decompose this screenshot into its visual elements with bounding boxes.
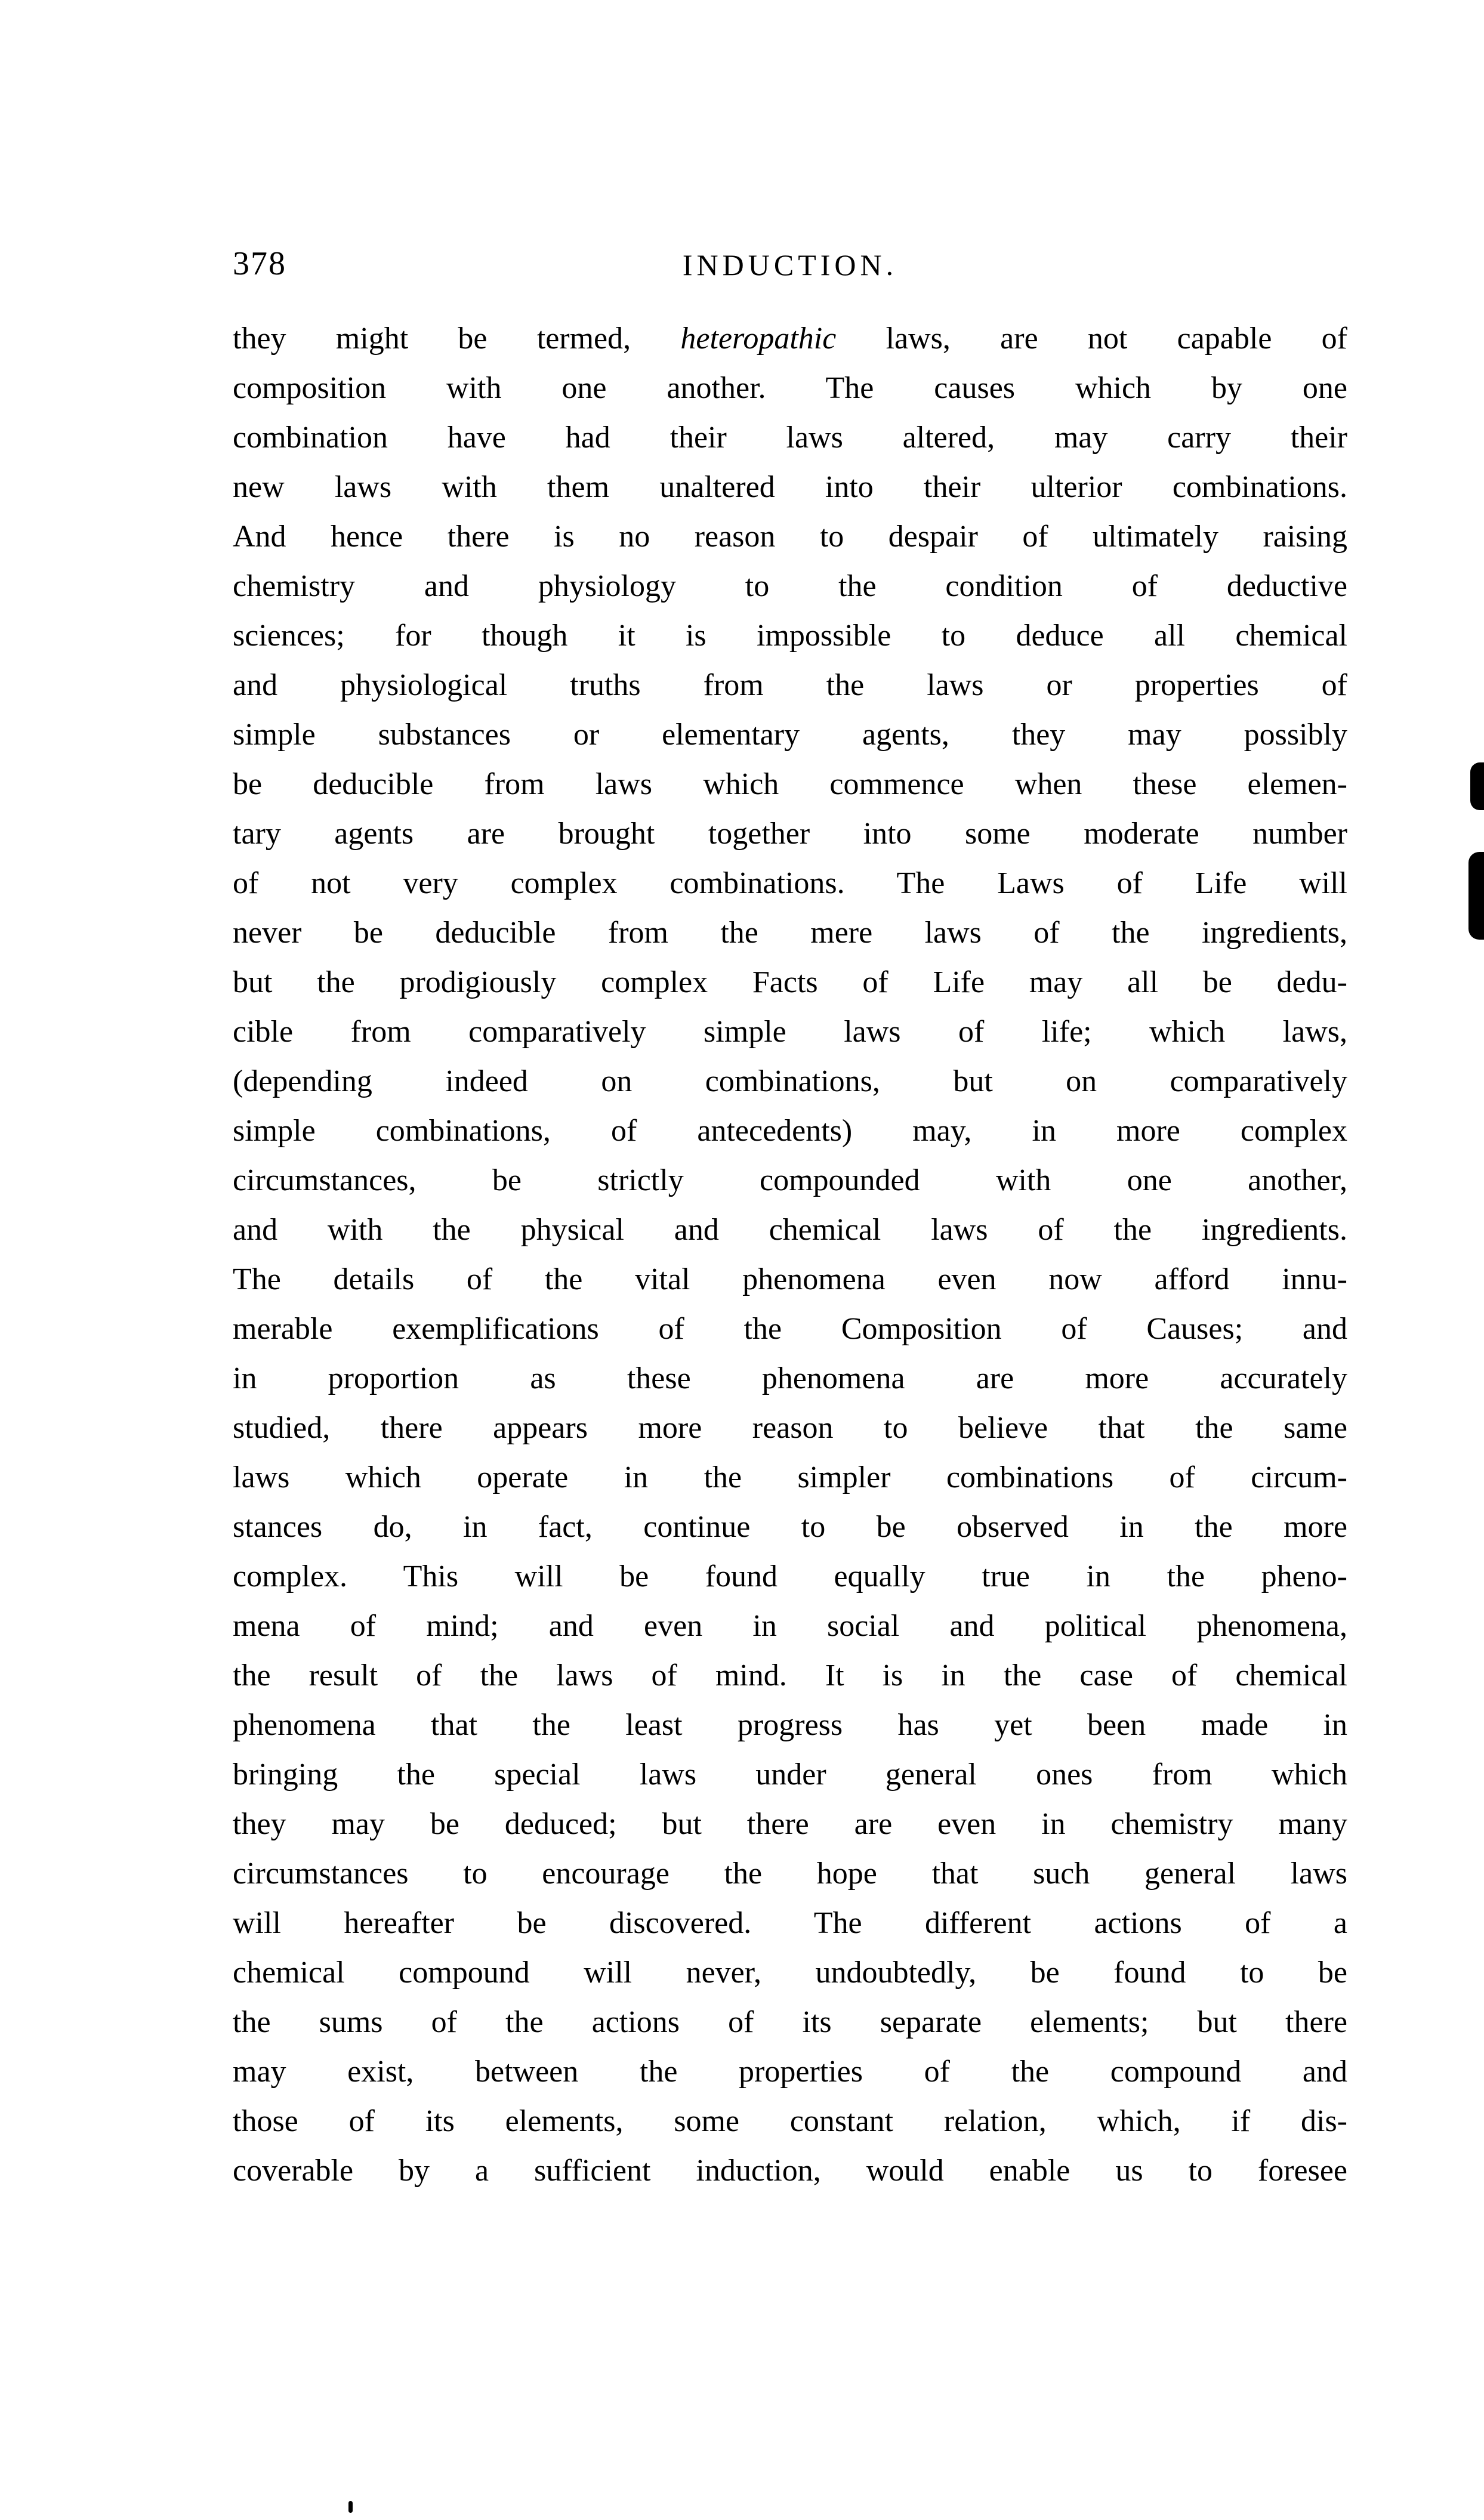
page-number: 378: [233, 245, 286, 282]
text-line: sciences; for though it is impossible to deduce all chemical: [233, 619, 1347, 653]
text-line: simple substances or elementary agents, they may possibly: [233, 718, 1347, 752]
text-line: tary agents are brought together into some moderate number: [233, 817, 1347, 851]
text-line: chemical compound will never, undoubtedly, be found to be: [233, 1956, 1347, 1990]
text-line: And hence there is no reason to despair of ultimately raising: [233, 520, 1347, 554]
text-line: composition with one another. The causes which by one: [233, 371, 1347, 405]
text-line: in proportion as these phenomena are more accurately: [233, 1361, 1347, 1395]
text-line: The details of the vital phenomena even now afford innu-: [233, 1262, 1347, 1296]
text-line: those of its elements, some constant relation, which, if dis-: [233, 2104, 1347, 2138]
text-line: but the prodigiously complex Facts of Life may all be dedu-: [233, 965, 1347, 999]
text-line: and with the physical and chemical laws of the ingredients.: [233, 1213, 1347, 1247]
text-line: they might be termed, heteropathic laws, are not capable of: [233, 322, 1347, 356]
page-header: [233, 246, 1347, 288]
text-line: merable exemplifications of the Composition of Causes; and: [233, 1312, 1347, 1346]
text-line: circumstances, be strictly compounded with one another,: [233, 1163, 1347, 1197]
text-line: studied, there appears more reason to believe that the same: [233, 1411, 1347, 1445]
text-line: complex. This will be found equally true in the pheno-: [233, 1559, 1347, 1593]
text-line: the sums of the actions of its separate elements; but there: [233, 2005, 1347, 2039]
text-line: simple combinations, of antecedents) may, in more complex: [233, 1114, 1347, 1148]
text-line: may exist, between the properties of the compound and: [233, 2055, 1347, 2089]
text-line: stances do, in fact, continue to be observed in the more: [233, 1510, 1347, 1544]
text-line: bringing the special laws under general ones from which: [233, 1758, 1347, 1792]
text-line: will hereafter be discovered. The different actions of a: [233, 1906, 1347, 1940]
text-line: of not very complex combinations. The Laws of Life will: [233, 866, 1347, 900]
text-line: combination have had their laws altered, may carry their: [233, 421, 1347, 455]
ink-mark-icon: [1470, 762, 1484, 810]
text-line: new laws with them unaltered into their ulterior combinations.: [233, 470, 1347, 504]
text-line: phenomena that the least progress has yet been made in: [233, 1708, 1347, 1742]
text-line: chemistry and physiology to the condition of deductive: [233, 569, 1347, 603]
ink-mark-icon: [1468, 852, 1484, 940]
page-text: [233, 314, 1347, 2195]
text-line: be deducible from laws which commence when these elemen-: [233, 767, 1347, 801]
text-line: and physiological truths from the laws or properties of: [233, 668, 1347, 702]
text-line: they may be deduced; but there are even in chemistry many: [233, 1807, 1347, 1841]
text-line: the result of the laws of mind. It is in the case of chemical: [233, 1659, 1347, 1693]
text-line: coverable by a sufficient induction, would enable us to foresee: [233, 2154, 1347, 2188]
text-line: cible from comparatively simple laws of life; which laws,: [233, 1015, 1347, 1049]
text-line: mena of mind; and even in social and political phenomena,: [233, 1609, 1347, 1643]
text-line: (depending indeed on combinations, but on comparatively: [233, 1064, 1347, 1098]
running-title: INDUCTION.: [682, 248, 898, 282]
text-line: laws which operate in the simpler combinations of circum-: [233, 1460, 1347, 1494]
text-line: circumstances to encourage the hope that such general laws: [233, 1857, 1347, 1891]
text-line: never be deducible from the mere laws of the ingredients,: [233, 916, 1347, 950]
ink-dot-icon: [348, 2501, 353, 2513]
